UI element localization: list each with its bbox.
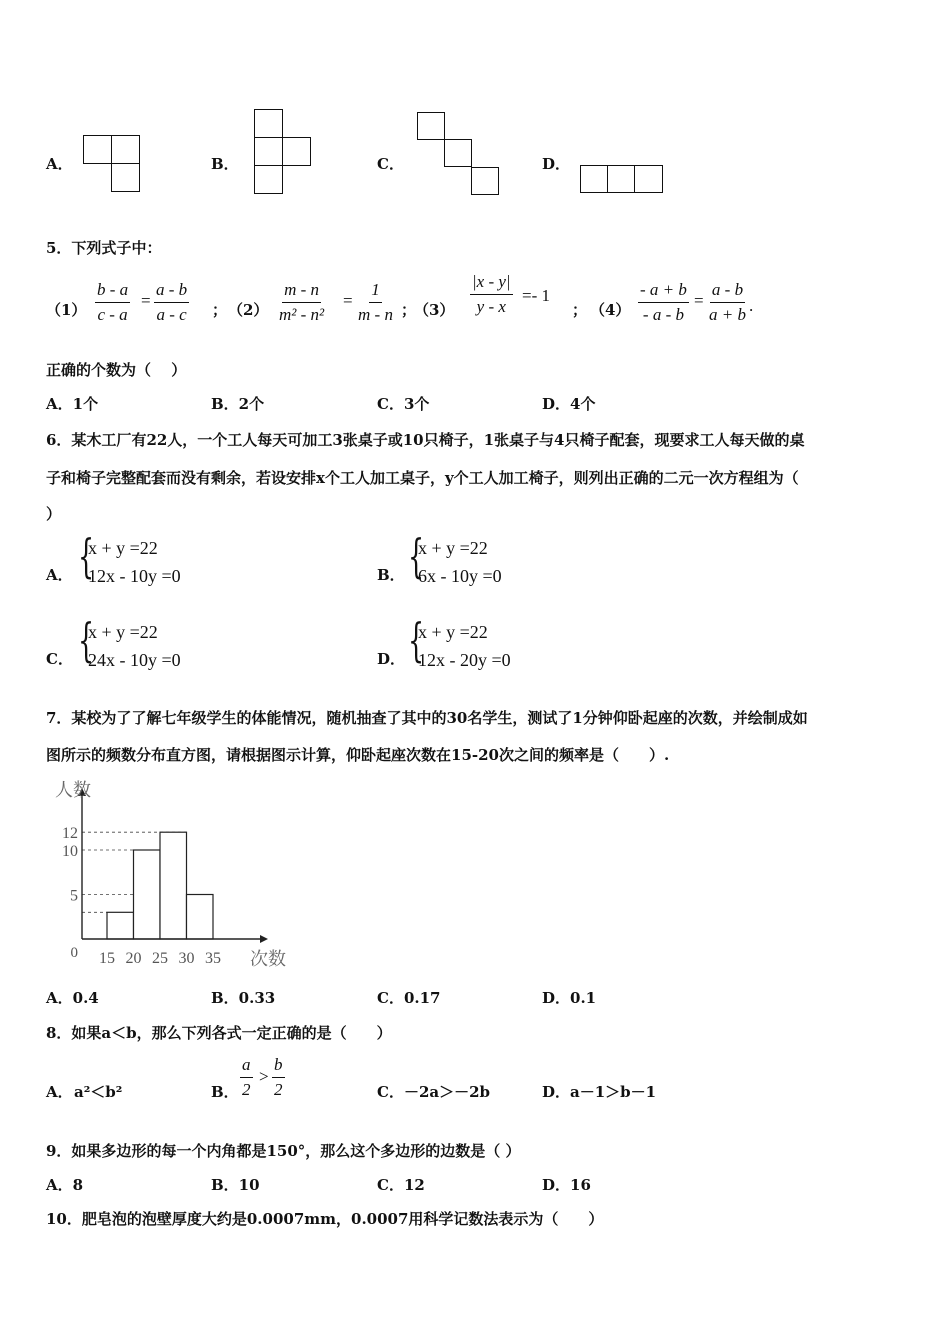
q6-stem-line2: 子和椅子完整配套而没有剩余，若设安排x个工人加工桌子，y个工人加工椅子，则列出正确的二元一次方程组为（	[46, 469, 799, 487]
q6-stem-line3: ）	[46, 505, 62, 523]
q6-option-b-eq2: 6x - 10y =0	[418, 566, 502, 586]
q7-option-a: A．0.4	[46, 989, 99, 1007]
q6-option-d-eq1: x + y =22	[418, 622, 488, 642]
q5-item1-label: （1）	[46, 301, 87, 319]
q5-option-a: A．1个	[46, 395, 99, 413]
q5-item3-lhs	[470, 272, 513, 317]
q5-item2-sep: ；	[401, 301, 417, 319]
q8-option-d: D．a－1＞b－1	[542, 1083, 657, 1101]
q6-option-a-system	[88, 534, 181, 590]
histogram-bar-20-25	[134, 850, 161, 939]
x-tick-label-15: 15	[99, 950, 115, 967]
q8-option-c: C．－2a＞－2b	[377, 1083, 491, 1101]
q5-item2-lnum: m - n	[282, 280, 321, 303]
q6-option-c-eq2: 24x - 10y =0	[88, 650, 181, 670]
q6-stem-line1: 6．某木工厂有22人，一个工人每天可加工3张桌子或10只椅子，1张桌子与4只椅子配套，现要求工人每天做的桌	[46, 431, 805, 449]
q6-option-c-system	[88, 618, 181, 674]
origin-label: 0	[70, 945, 78, 961]
q4-option-c-letter: C．	[377, 155, 404, 173]
q5-item2-label: （2）	[228, 301, 269, 319]
q5-item1-lhs	[95, 280, 130, 325]
q5-item4-lhs	[638, 280, 689, 325]
q5-item4-lden: - a - b	[642, 305, 684, 324]
q8-option-b-lhs	[240, 1055, 253, 1100]
x-tick-label-30: 30	[178, 950, 195, 967]
q5-item2-eq: =	[343, 291, 353, 310]
q5-item4-eq: =	[694, 291, 704, 310]
q7-option-d: D．0.1	[542, 989, 597, 1007]
q5-item4-rhs	[707, 280, 748, 325]
q5-item1-lnum: b - a	[95, 280, 130, 303]
q4-option-d-letter: D．	[542, 155, 571, 173]
q6-option-c-letter: C．	[46, 650, 73, 668]
q7-option-c: C．0.17	[377, 989, 441, 1007]
y-axis-label: 人数	[55, 780, 91, 800]
q5-item3-lnum: |x - y|	[470, 272, 513, 295]
q5-item2-lden: m² - n²	[279, 305, 325, 324]
q5-item1-eq: =	[141, 291, 151, 310]
q4-option-a-letter: A．	[46, 155, 73, 173]
q8-option-b-rnum: b	[272, 1055, 285, 1078]
histogram-chart	[45, 778, 295, 973]
q8-option-b-op: >	[259, 1067, 269, 1086]
q5-stem: 5．下列式子中：	[46, 239, 162, 257]
q5-item3-rhs: =- 1	[522, 286, 550, 305]
q8-stem: 8．如果a＜b，那么下列各式一定正确的是（ ）	[46, 1024, 392, 1042]
q6-option-b-brace: {	[408, 529, 425, 583]
q5-item1-rnum: a - b	[154, 280, 189, 303]
q6-option-a-letter: A．	[46, 566, 73, 584]
q8-option-b-rden: 2	[274, 1080, 283, 1099]
q6-option-a-eq2: 12x - 10y =0	[88, 566, 181, 586]
q8-option-a-text: a²＜b²	[74, 1083, 123, 1101]
q9-option-a: A．8	[46, 1176, 84, 1194]
q7-option-b: B．0.33	[211, 989, 276, 1007]
q9-option-b: B．10	[211, 1176, 260, 1194]
q8-option-a-letter: A．	[46, 1083, 73, 1101]
q5-item2-lhs	[277, 280, 326, 325]
q6-option-a-eq1: x + y =22	[88, 538, 158, 558]
x-tick-label-20: 20	[125, 950, 142, 967]
q5-item3-sep: ；	[572, 301, 588, 319]
y-tick-label-12: 12	[62, 825, 78, 843]
q5-item2-rden: m - n	[358, 305, 393, 324]
q8-option-b-lden: 2	[242, 1080, 251, 1099]
q5-item2-rhs	[356, 280, 395, 325]
q9-stem: 9．如果多边形的每一个内角都是150°，那么这个多边形的边数是（ ）	[46, 1142, 521, 1160]
q6-option-d-eq2: 12x - 20y =0	[418, 650, 511, 670]
q5-item1-rden: a - c	[156, 305, 187, 324]
q8-option-b-lnum: a	[240, 1055, 253, 1078]
q6-option-a-brace: {	[78, 529, 95, 583]
q6-option-b-system	[418, 534, 502, 590]
q6-option-b-letter: B．	[377, 566, 405, 584]
y-tick-label-5: 5	[70, 887, 78, 905]
x-axis-arrow-icon	[260, 935, 268, 943]
histogram-bar-25-30	[160, 832, 187, 939]
q9-option-c: C．12	[377, 1176, 425, 1194]
x-tick-label-25: 25	[152, 950, 168, 967]
q7-stem-line2: 图所示的频数分布直方图，请根据图示计算，仰卧起座次数在15-20次之间的频率是（ ）.	[46, 746, 670, 764]
q5-option-d: D．4个	[542, 395, 596, 413]
histogram-bar-30-35	[187, 895, 214, 940]
y-tick-label-10: 10	[62, 843, 78, 860]
q5-item4-label: （4）	[590, 301, 631, 319]
q6-option-d-system	[418, 618, 511, 674]
q8-option-b-letter: B．	[211, 1083, 239, 1101]
q5-item1-rhs	[154, 280, 189, 325]
q5-prompt: 正确的个数为（ ）	[46, 361, 187, 379]
q6-option-c-brace: {	[78, 613, 95, 667]
q5-item3-label: （3）	[414, 301, 455, 319]
q4-option-b-letter: B．	[211, 155, 239, 173]
q8-option-b-rhs	[272, 1055, 285, 1100]
q5-item4-sep: .	[749, 296, 754, 315]
q6-option-d-brace: {	[408, 613, 425, 667]
q7-stem-line1: 7．某校为了了解七年级学生的体能情况，随机抽查了其中的30名学生，测试了1分钟仰卧起座的次数，并绘制成如	[46, 709, 808, 727]
x-axis-label: 次数	[250, 949, 286, 969]
q5-item4-rnum: a - b	[710, 280, 745, 303]
q5-item4-rden: a + b	[709, 305, 746, 324]
q5-option-b: B．2个	[211, 395, 265, 413]
q5-option-c: C．3个	[377, 395, 430, 413]
q6-option-d-letter: D．	[377, 650, 406, 668]
q6-option-b-eq1: x + y =22	[418, 538, 488, 558]
q5-item3-lden: y - x	[476, 297, 506, 316]
q5-item2-rnum: 1	[369, 280, 382, 303]
q10-stem: 10．肥皂泡的泡壁厚度大约是0.0007mm，0.0007用科学记数法表示为（ ）	[46, 1210, 604, 1228]
q5-item4-lnum: - a + b	[638, 280, 689, 303]
q5-item1-lden: c - a	[97, 305, 128, 324]
q5-item1-sep: ；	[212, 301, 228, 319]
x-tick-label-35: 35	[205, 950, 221, 967]
q9-option-d: D．16	[542, 1176, 591, 1194]
histogram-bar-15-20	[107, 912, 134, 939]
q6-option-c-eq1: x + y =22	[88, 622, 158, 642]
